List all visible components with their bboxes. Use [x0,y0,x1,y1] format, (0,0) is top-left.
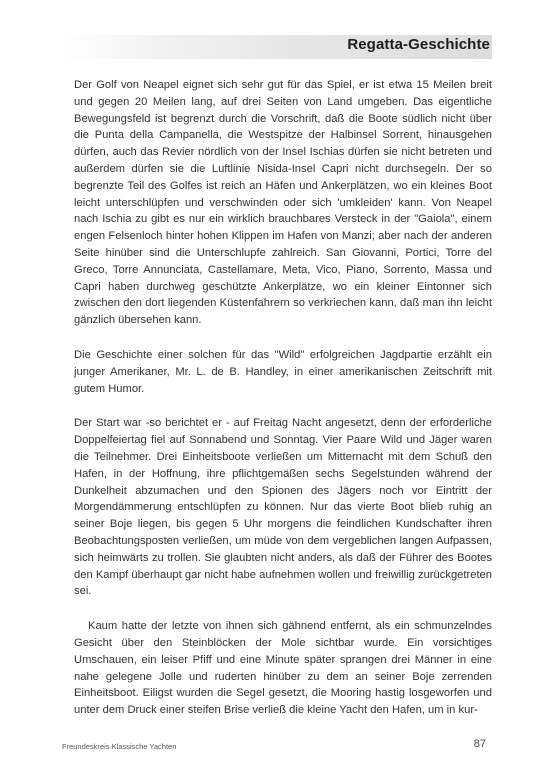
paragraph-story-intro: Die Geschichte einer solchen für das "Wild" erfolgreichen Jagdpartie erzählt ein junger Amerikaner, Mr. L. de B. Handley, in einer amerikanischen Zeitschrift mit gutem Humor. [74,348,492,395]
page-body [74,77,492,737]
paragraph-start: Der Start war -so berichtet er - auf Freitag Nacht angesetzt, denn der erforderliche Doppelfeiertag fiel auf Sonnabend und Sonntag. Vier Paare Wild und Jäger waren die Teilnehmer. Drei Einheitsboote verließen um Mitternacht mit dem Schuß den Hafen, in der Hoffnung, ihre pflichtgemäßen sechs Segelstunden während der Dunkelheit abzumachen und den Spionen des Jägers noch vor Eintritt der Morgendämmerung entschlüpfen zu können. Nur das vierte Boot blieb ruhig an seiner Boje liegen, bis gegen 5 Uhr morgens die feindlichen Kundschafter ihren Beobachtungsposten verließen, um müde von dem vergeblichen langen Aufpassen, sich heimwärts zu trollen. Sie glaubten nicht anders, als daß der Führer des Bootes den Kampf überhaupt gar nicht habe aufnehmen wollen und freiwillig zurückgetreten sei. [74,417,492,598]
paragraph-departure: Kaum hatte der letzte von ihnen sich gähnend entfernt, als ein schmunzelndes Gesicht über den Steinblöcken der Mole sichtbar wurde. Ein vorsichtiges Umschauen, ein leiser Pfiff und eine Minute später sprangen drei Männer in eine nahe gelegene Jolle und ruderten hinüber zu dem an seiner Boje zerrenden Einheitsboot. Eiligst wurden die Segel gesetzt, die Mooring hastig losgeworfen und unter dem Druck einer steifen Brise verließ die kleine Yacht den Hafen, um in kur- [74,620,492,717]
paragraph-golf: Der Golf von Neapel eignet sich sehr gut für das Spiel, er ist etwa 15 Meilen breit und gegen 20 Meilen lang, auf drei Seiten von Land umgeben. Das eigentliche Bewegungsfeld ist begrenzt durch die Vorschrift, daß die Boote südlich nicht über die Punta della Campanella, die Westspitze der Halbinsel Sorrent, hinausgehen dürfen, auch das Revier nördlich von der Insel Ischias dürfen sie nicht betreten und außerdem dürfen sie die Luftlinie Nisida-Insel Capri nicht durchsegeln. Der so begrenzte Teil des Golfes ist reich an Häfen und Ankerplätzen, wo ein kleines Boot leicht unterschlüpfen und verschwinden oder sich 'umkleiden' kann. Von Neapel nach Ischia zu gibt es nur ein wirklich brauchbares Versteck in der "Gaiola", einem engen Felsenloch hinter hohen Klippen im Hafen von Manzi; aber nach der anderen Seite hinüber sind die Unterschlupfe zahlreich. San Giovanni, Portici, Torre del Greco, Torre Annunciata, Castellamare, Meta, Vico, Piano, Sorrento, Massa und Capri haben durchweg geschützte Ankerplätze, wo ein kleiner Eintonner sich zwischen den dort liegenden Küstenfahrern so verkriechen kann, daß man ihn leicht gänzlich übersehen kann. [74,79,492,327]
page-title: Regatta-Geschichte [347,36,490,53]
footer-publisher: Freundeskreis Klassische Yachten [62,742,177,751]
page-number: 87 [473,738,486,750]
